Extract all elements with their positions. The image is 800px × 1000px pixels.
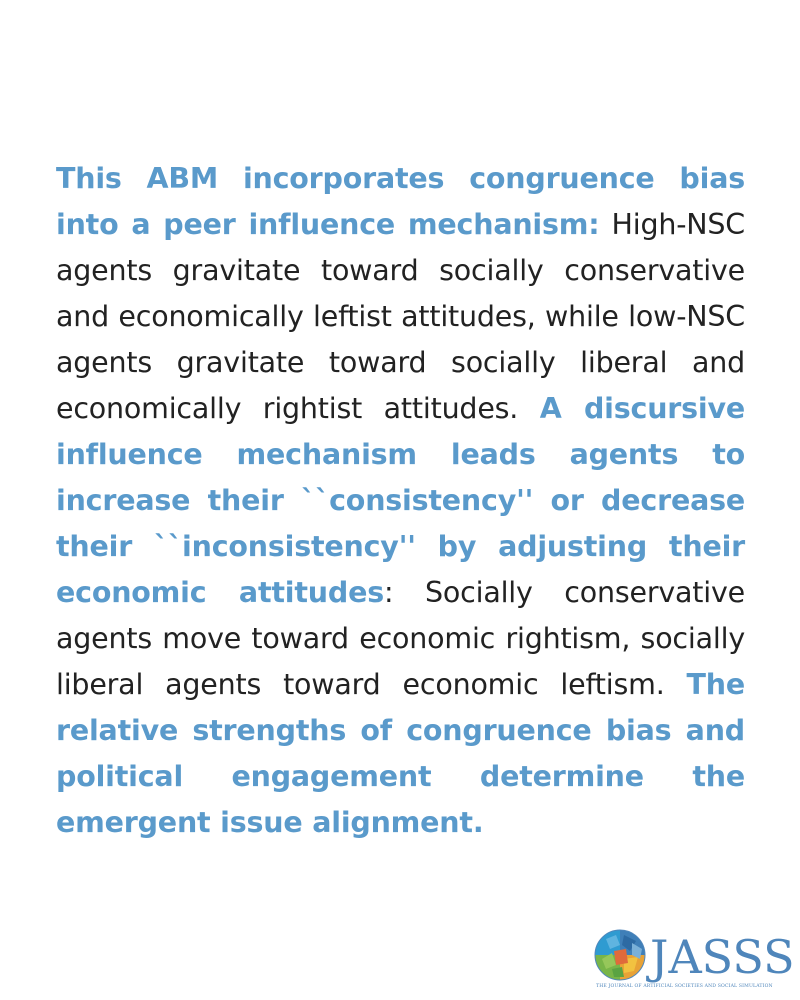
jasss-logo bbox=[594, 928, 794, 992]
highlight-relative-strengths: The relative strengths of congruence bias and political engagement determine the emergent issue alignment. bbox=[56, 668, 745, 839]
logo-tagline: THE JOURNAL OF ARTIFICIAL SOCIETIES AND SOCIAL SIMULATION bbox=[596, 984, 773, 989]
globe-mosaic-icon bbox=[594, 929, 646, 981]
abstract-paragraph bbox=[56, 156, 745, 846]
text-attitude-movement: : Socially conservative agents move toward economic rightism, socially liberal agents toward economic leftism. bbox=[56, 576, 746, 701]
highlight-peer-influence: This ABM incorporates congruence bias into a peer influence mechanism: bbox=[56, 162, 745, 241]
logo-wordmark: JASSS bbox=[650, 930, 795, 984]
text-nsc-gravitation: High-NSC agents gravitate toward socially conservative and economically leftist attitudes, while low-NSC agents gravitate toward socially liberal and economically rightist attitudes. bbox=[56, 208, 745, 425]
highlight-discursive-influence: A discursive influence mechanism leads agents to increase their ``consistency'' or decrease their ``inconsistency'' by adjusting their economic attitudes bbox=[56, 392, 745, 609]
